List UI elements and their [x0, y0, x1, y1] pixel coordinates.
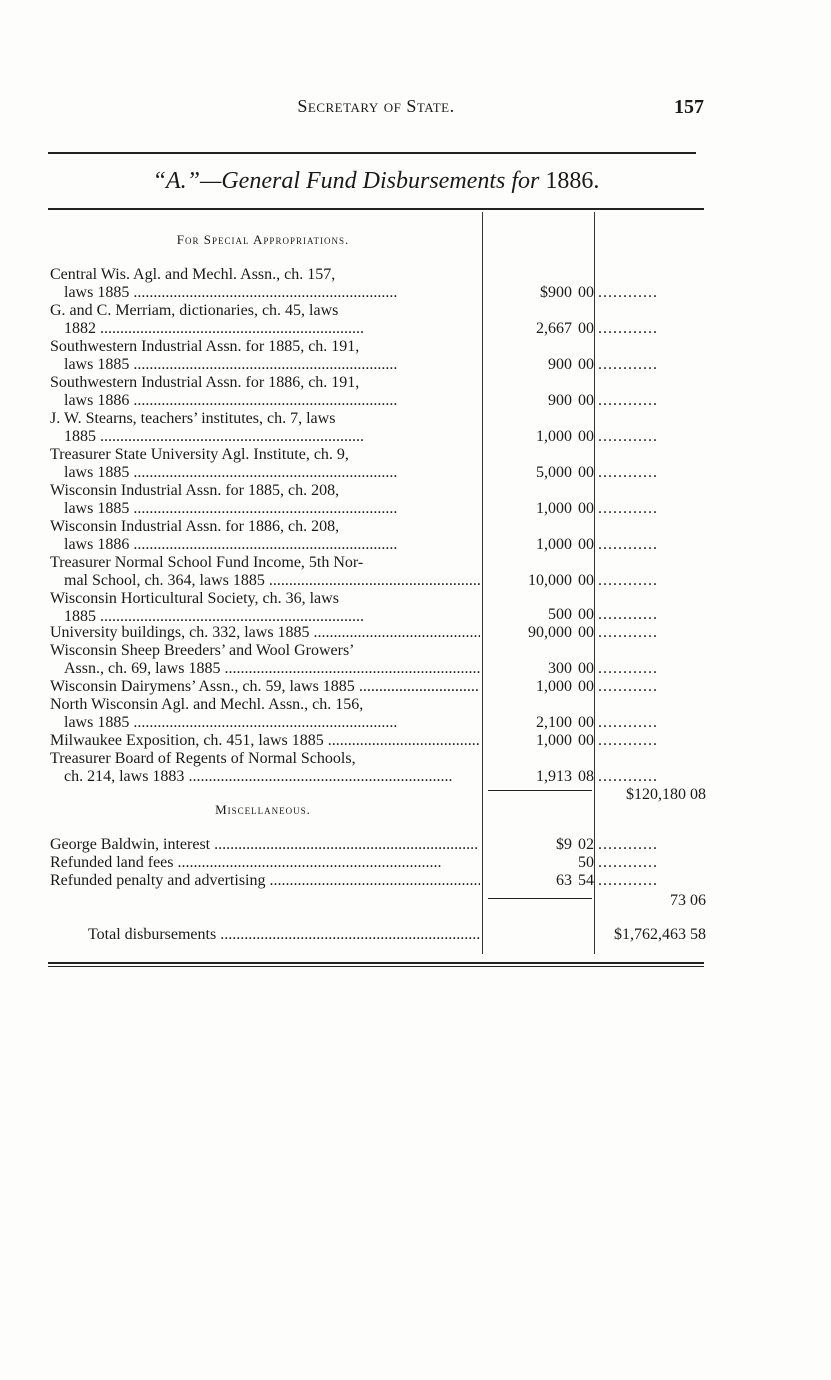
- subtotal-misc: 73 06: [670, 892, 706, 909]
- table-row: George Baldwin, interest .....: [50, 836, 480, 854]
- dot-leader: ............: [598, 428, 658, 445]
- dot-leader: ............: [598, 854, 658, 871]
- top-rule: [48, 152, 696, 154]
- page-number: 157: [674, 96, 704, 118]
- bottom-rule-lower: [48, 966, 704, 967]
- dot-leader: ............: [598, 536, 658, 553]
- dot-leader: ............: [598, 768, 658, 785]
- dot-leader: ............: [598, 660, 658, 677]
- amount-cell: 1,000 00: [536, 500, 594, 517]
- amount-cell: 500 00: [548, 606, 594, 623]
- table-title-year: 1886.: [545, 168, 600, 194]
- table-row: Wisconsin Dairymens’ Assn., ch. 59, laws 1885 .....: [50, 678, 480, 696]
- table-row: University buildings, ch. 332, laws 1885 .....: [50, 624, 480, 642]
- grand-total: $1,762,463 58: [614, 926, 706, 943]
- table-title: [48, 168, 704, 195]
- amount-cell: 900 00: [548, 356, 594, 373]
- subtotal-rule: [488, 790, 592, 791]
- dot-leader: ............: [598, 624, 658, 641]
- table-row: Central Wis. Agl. and Mechl. Assn., ch. 157, laws 1885 .....: [50, 266, 480, 302]
- table-head-rule: [48, 208, 704, 210]
- dot-leader: ............: [598, 284, 658, 301]
- table-row: Treasurer Board of Regents of Normal Schools, ch. 214, laws 1883 .....: [50, 750, 480, 786]
- table-row: Treasurer State University Agl. Institute, ch. 9, laws 1885 .....: [50, 446, 480, 482]
- dot-leader: ............: [598, 872, 658, 889]
- subtotal-special: $120,180 08: [626, 786, 706, 803]
- section-heading-misc: Miscellaneous.: [215, 802, 311, 817]
- table-row: Refunded penalty and advertising .....: [50, 872, 480, 890]
- table-row: Wisconsin Industrial Assn. for 1885, ch. 208, laws 1885 .....: [50, 482, 480, 518]
- table-row: Wisconsin Horticultural Society, ch. 36, laws 1885 .....: [50, 590, 480, 626]
- amount-cell: 5,000 00: [536, 464, 594, 481]
- amount-cell: 50: [578, 854, 594, 871]
- dot-leader: ............: [598, 464, 658, 481]
- subtotal-rule: [488, 898, 592, 899]
- amount-cell: 63 54: [556, 872, 594, 889]
- dot-leader: ............: [598, 836, 658, 853]
- dot-leader: ............: [598, 606, 658, 623]
- amount-cell: 300 00: [548, 660, 594, 677]
- table-row: Southwestern Industrial Assn. for 1885, ch. 191, laws 1885 .....: [50, 338, 480, 374]
- column-divider-amount: [482, 212, 483, 954]
- amount-cell: 90,000 00: [528, 624, 594, 641]
- dot-leader: ............: [598, 572, 658, 589]
- section-heading-special: For Special Appropriations.: [176, 232, 350, 247]
- dot-leader: ............: [598, 732, 658, 749]
- table-row: Southwestern Industrial Assn. for 1886, ch. 191, laws 1886 .....: [50, 374, 480, 410]
- bottom-rule-upper: [48, 962, 704, 964]
- table-row: Wisconsin Sheep Breeders’ and Wool Growers’ Assn., ch. 69, laws 1885 .....: [50, 642, 480, 678]
- table-row: J. W. Stearns, teachers’ institutes, ch. 7, laws 1885 .....: [50, 410, 480, 446]
- total-row: Total disbursements .....: [88, 926, 480, 944]
- table-row: Wisconsin Industrial Assn. for 1886, ch. 208, laws 1886 .....: [50, 518, 480, 554]
- dot-leader: ............: [598, 678, 658, 695]
- table-row: North Wisconsin Agl. and Mechl. Assn., ch. 156, laws 1885 .....: [50, 696, 480, 732]
- amount-cell: 2,100 00: [536, 714, 594, 731]
- column-divider-total: [594, 212, 595, 954]
- dot-leader: ............: [598, 356, 658, 373]
- amount-cell: $9 02: [556, 836, 594, 853]
- amount-cell: 10,000 00: [528, 572, 594, 589]
- dot-leader: ............: [598, 714, 658, 731]
- amount-cell: 900 00: [548, 392, 594, 409]
- dot-leader: ............: [598, 392, 658, 409]
- dot-leader: ............: [598, 500, 658, 517]
- table-row: Milwaukee Exposition, ch. 451, laws 1885 .....: [50, 732, 480, 750]
- amount-cell: 1,913 08: [536, 768, 594, 785]
- table-row: Treasurer Normal School Fund Income, 5th Nor- mal School, ch. 364, laws 1885 .....: [50, 554, 480, 590]
- table-title-text: “A.”—General Fund Disbursements for: [152, 168, 546, 194]
- running-header: [48, 96, 704, 118]
- amount-cell: 1,000 00: [536, 428, 594, 445]
- amount-cell: 2,667 00: [536, 320, 594, 337]
- table-row: G. and C. Merriam, dictionaries, ch. 45, laws 1882 .....: [50, 302, 480, 338]
- running-title: Secretary of State.: [297, 96, 455, 116]
- amount-cell: 1,000 00: [536, 732, 594, 749]
- amount-cell: 1,000 00: [536, 536, 594, 553]
- amount-cell: 1,000 00: [536, 678, 594, 695]
- amount-cell: $900 00: [540, 284, 594, 301]
- table-row: Refunded land fees .....: [50, 854, 480, 872]
- dot-leader: ............: [598, 320, 658, 337]
